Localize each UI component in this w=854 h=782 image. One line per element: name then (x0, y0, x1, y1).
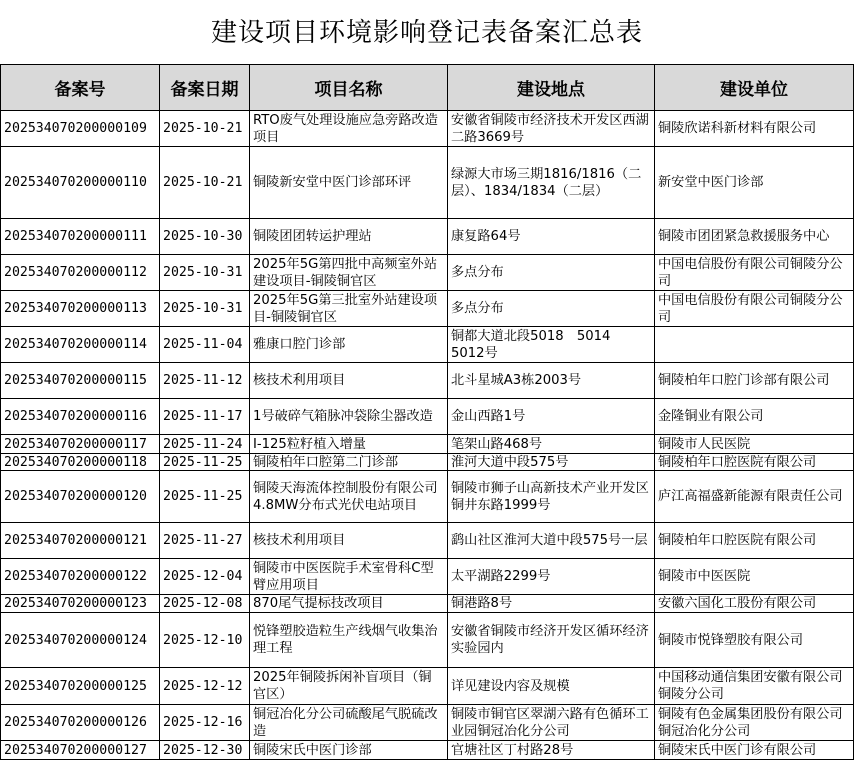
project-name-cell: 核技术利用项目 (250, 523, 448, 559)
location-cell: 太平湖路2299号 (448, 559, 655, 595)
record-table (0, 64, 854, 760)
location-cell: 铜陵市铜官区翠湖六路有色循环工业园铜冠冶化分公司 (448, 705, 655, 741)
record-no-cell: 202534070200000127 (1, 741, 160, 760)
table-row (1, 559, 854, 595)
table-row (1, 741, 854, 760)
record-date-cell: 2025-11-12 (160, 363, 250, 399)
location-cell: 安徽省铜陵市经济技术开发区西湖二路3669号 (448, 111, 655, 147)
unit-cell: 铜陵市团团紧急救援服务中心 (655, 219, 854, 255)
unit-cell: 铜陵柏年口腔门诊部有限公司 (655, 363, 854, 399)
project-name-cell: 铜陵宋氏中医门诊部 (250, 741, 448, 760)
location-cell: 铜陵市狮子山高新技术产业开发区铜井东路1999号 (448, 471, 655, 523)
unit-cell: 庐江高福盛新能源有限责任公司 (655, 471, 854, 523)
table-row (1, 668, 854, 705)
project-name-cell: 2025年5G第三批室外站建设项目-铜陵铜官区 (250, 291, 448, 327)
page-title: 建设项目环境影响登记表备案汇总表 (210, 18, 643, 48)
record-no-cell: 202534070200000120 (1, 471, 160, 523)
project-name-cell: 铜陵柏年口腔第二门诊部 (250, 454, 448, 471)
location-cell: 铜港路8号 (448, 595, 655, 613)
header-project-name: 项目名称 (250, 65, 448, 111)
project-name-cell: 铜陵天海流体控制股份有限公司4.8MW分布式光伏电站项目 (250, 471, 448, 523)
record-no-cell: 202534070200000123 (1, 595, 160, 613)
record-no-cell: 202534070200000117 (1, 435, 160, 454)
record-date-cell: 2025-10-31 (160, 291, 250, 327)
table-header-row (1, 65, 854, 111)
record-no-cell: 202534070200000111 (1, 219, 160, 255)
record-date-cell: 2025-12-12 (160, 668, 250, 705)
location-cell: 鹞山社区淮河大道中段575号一层 (448, 523, 655, 559)
location-cell: 多点分布 (448, 291, 655, 327)
header-record-no: 备案号 (1, 65, 160, 111)
location-cell: 康复路64号 (448, 219, 655, 255)
project-name-cell: 雅康口腔门诊部 (250, 327, 448, 363)
project-name-cell: 铜冠冶化分公司硫酸尾气脱硫改造 (250, 705, 448, 741)
table-row (1, 327, 854, 363)
unit-cell: 中国电信股份有限公司铜陵分公司 (655, 291, 854, 327)
record-no-cell: 202534070200000121 (1, 523, 160, 559)
unit-cell: 中国移动通信集团安徽有限公司铜陵分公司 (655, 668, 854, 705)
record-date-cell: 2025-12-16 (160, 705, 250, 741)
record-date-cell: 2025-10-31 (160, 255, 250, 291)
header-unit: 建设单位 (655, 65, 854, 111)
unit-cell: 安徽六国化工股份有限公司 (655, 595, 854, 613)
location-cell: 铜都大道北段5018 5014 5012号 (448, 327, 655, 363)
table-row (1, 399, 854, 435)
project-name-cell: 2025年铜陵拆闲补盲项目（铜官区） (250, 668, 448, 705)
location-cell: 金山西路1号 (448, 399, 655, 435)
record-date-cell: 2025-12-10 (160, 613, 250, 668)
unit-cell: 铜陵欣诺科新材料有限公司 (655, 111, 854, 147)
project-name-cell: 铜陵市中医医院手术室骨科C型臂应用项目 (250, 559, 448, 595)
location-cell: 多点分布 (448, 255, 655, 291)
record-date-cell: 2025-11-24 (160, 435, 250, 454)
record-no-cell: 202534070200000125 (1, 668, 160, 705)
project-name-cell: 1号破碎气箱脉冲袋除尘器改造 (250, 399, 448, 435)
record-no-cell: 202534070200000118 (1, 454, 160, 471)
unit-cell: 新安堂中医门诊部 (655, 147, 854, 219)
record-no-cell: 202534070200000116 (1, 399, 160, 435)
header-record-date: 备案日期 (160, 65, 250, 111)
record-no-cell: 202534070200000124 (1, 613, 160, 668)
unit-cell: 铜陵宋氏中医门诊有限公司 (655, 741, 854, 760)
record-date-cell: 2025-11-25 (160, 471, 250, 523)
table-row (1, 363, 854, 399)
table-row (1, 435, 854, 454)
table-row (1, 147, 854, 219)
table-row (1, 111, 854, 147)
table-row (1, 613, 854, 668)
unit-cell: 铜陵有色金属集团股份有限公司铜冠冶化分公司 (655, 705, 854, 741)
table-row (1, 454, 854, 471)
record-no-cell: 202534070200000126 (1, 705, 160, 741)
project-name-cell: 870尾气提标技改项目 (250, 595, 448, 613)
location-cell: 淮河大道中段575号 (448, 454, 655, 471)
record-no-cell: 202534070200000122 (1, 559, 160, 595)
record-date-cell: 2025-10-30 (160, 219, 250, 255)
location-cell: 绿源大市场三期1816/1816（二层）、1834/1834（二层） (448, 147, 655, 219)
project-name-cell: RTO废气处理设施应急旁路改造项目 (250, 111, 448, 147)
record-no-cell: 202534070200000112 (1, 255, 160, 291)
project-name-cell: 2025年5G第四批中高频室外站建设项目-铜陵铜官区 (250, 255, 448, 291)
header-location: 建设地点 (448, 65, 655, 111)
table-row (1, 595, 854, 613)
location-cell: 安徽省铜陵市经济开发区循环经济实验园内 (448, 613, 655, 668)
table-row (1, 219, 854, 255)
record-date-cell: 2025-11-17 (160, 399, 250, 435)
unit-cell: 中国电信股份有限公司铜陵分公司 (655, 255, 854, 291)
location-cell: 官塘社区丁村路28号 (448, 741, 655, 760)
record-date-cell: 2025-11-25 (160, 454, 250, 471)
unit-cell: 铜陵市悦锋塑胶有限公司 (655, 613, 854, 668)
project-name-cell: 铜陵团团转运护理站 (250, 219, 448, 255)
record-date-cell: 2025-12-30 (160, 741, 250, 760)
unit-cell: 铜陵柏年口腔医院有限公司 (655, 523, 854, 559)
record-no-cell: 202534070200000114 (1, 327, 160, 363)
table-row (1, 291, 854, 327)
unit-cell (655, 327, 854, 363)
location-cell: 笔架山路468号 (448, 435, 655, 454)
record-no-cell: 202534070200000113 (1, 291, 160, 327)
project-name-cell: 铜陵新安堂中医门诊部环评 (250, 147, 448, 219)
record-no-cell: 202534070200000115 (1, 363, 160, 399)
record-date-cell: 2025-12-08 (160, 595, 250, 613)
record-no-cell: 202534070200000109 (1, 111, 160, 147)
record-date-cell: 2025-11-04 (160, 327, 250, 363)
unit-cell: 铜陵市中医医院 (655, 559, 854, 595)
record-date-cell: 2025-10-21 (160, 111, 250, 147)
location-cell: 北斗星城A3栋2003号 (448, 363, 655, 399)
table-row (1, 523, 854, 559)
unit-cell: 铜陵柏年口腔医院有限公司 (655, 454, 854, 471)
table-row (1, 255, 854, 291)
record-date-cell: 2025-11-27 (160, 523, 250, 559)
record-date-cell: 2025-10-21 (160, 147, 250, 219)
table-row (1, 705, 854, 741)
location-cell: 详见建设内容及规模 (448, 668, 655, 705)
project-name-cell: 悦锋塑胶造粒生产线烟气收集治理工程 (250, 613, 448, 668)
project-name-cell: 核技术利用项目 (250, 363, 448, 399)
record-no-cell: 202534070200000110 (1, 147, 160, 219)
table-row (1, 471, 854, 523)
record-date-cell: 2025-12-04 (160, 559, 250, 595)
unit-cell: 铜陵市人民医院 (655, 435, 854, 454)
project-name-cell: I-125粒籽植入增量 (250, 435, 448, 454)
unit-cell: 金隆铜业有限公司 (655, 399, 854, 435)
